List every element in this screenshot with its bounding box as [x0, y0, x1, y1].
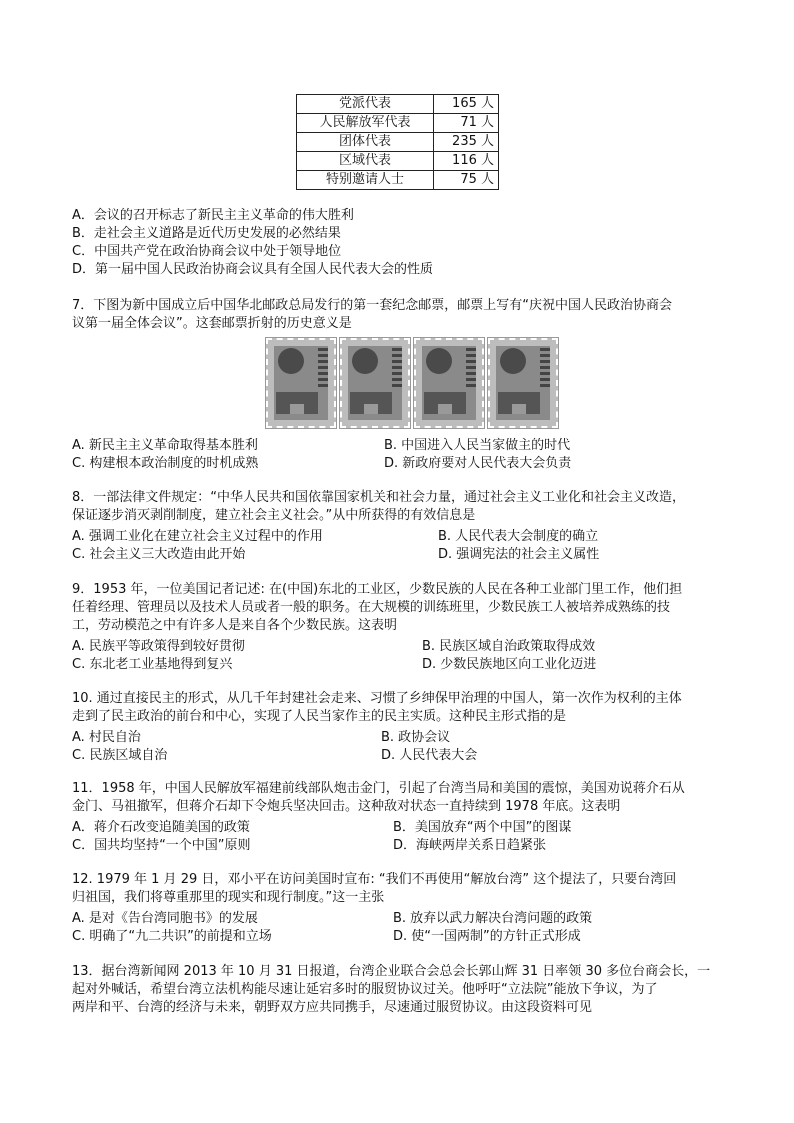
- table-cell-category: 特别邀请人士: [297, 171, 434, 190]
- table-cell-category: 团体代表: [297, 133, 434, 152]
- q11-option-a: A．蒋介石改变追随美国的政策: [72, 820, 250, 835]
- table-cell-category: 党派代表: [297, 95, 434, 114]
- stamp: [340, 338, 410, 428]
- q9-stem-line-2: 任着经理、管理员以及技术人员或者一般的职务。在大规模的训练班里，少数民族工人被培养成熟练的技: [72, 600, 671, 615]
- q8-stem-line-2: 保证逐步消灭剥削制度，建立社会主义社会。”从中所获得的有效信息是: [72, 508, 476, 523]
- q10-stem-line-2: 走到了民主政治的前台和中心，实现了人民当家作主的民主实质。这种民主形式指的是: [72, 709, 567, 724]
- table-cell-count: 165 人: [434, 95, 499, 114]
- q6-option-b: B．走社会主义道路是近代历史发展的必然结果: [72, 226, 341, 241]
- q9-option-d: D. 少数民族地区向工业化迈进: [422, 657, 597, 672]
- q7-stem-line-2: 议第一届全体会议”。这套邮票折射的历史意义是: [72, 316, 352, 331]
- table-row: [297, 152, 499, 171]
- table-cell-category: 人民解放军代表: [297, 114, 434, 133]
- q10-option-c: C. 民族区域自治: [72, 748, 168, 763]
- q12-stem-line-2: 归祖国，我们将尊重那里的现实和现行制度。”这一主张: [72, 890, 385, 905]
- stamp: [414, 338, 484, 428]
- q9-option-b: B. 民族区域自治政策取得成效: [422, 639, 596, 654]
- q12-option-b: B. 放弃以武力解决台湾问题的政策: [393, 911, 593, 926]
- q13-stem-line-1: 13．据台湾新闻网 2013 年 10 月 31 日报道，台湾企业联合会总会长郭山辉 31 日率领 30 多位台商会长，一: [72, 964, 711, 979]
- q8-option-c: C. 社会主义三大改造由此开始: [72, 547, 246, 562]
- q13-stem-line-3: 两岸和平、台湾的经济与未来，朝野双方应共同携手，尽速通过服贸协议。由这段资料可见: [72, 1000, 593, 1015]
- table-cell-count: 71 人: [434, 114, 499, 133]
- table-cell-count: 75 人: [434, 171, 499, 190]
- representatives-table: [296, 94, 499, 190]
- q6-option-c: C．中国共产党在政治协商会议中处于领导地位: [72, 244, 342, 259]
- q13-stem-line-2: 起对外喊话，希望台湾立法机构能尽速让延宕多时的服贸协议过关。他呼吁“立法院”能放下争议，为了: [72, 982, 658, 997]
- q6-option-d: D．第一届中国人民政治协商会议具有全国人民代表大会的性质: [72, 262, 434, 277]
- q11-stem-line-1: 11．1958 年，中国人民解放军福建前线部队炮击金门，引起了台湾当局和美国的震惊，美国劝说蒋介石从: [72, 781, 685, 796]
- q11-option-d: D．海峡两岸关系日趋紧张: [393, 838, 547, 853]
- table-cell-category: 区域代表: [297, 152, 434, 171]
- q9-option-c: C. 东北老工业基地得到复兴: [72, 657, 233, 672]
- q12-option-a: A. 是对《告台湾同胞书》的发展: [72, 911, 258, 926]
- commemorative-stamps-image: [266, 338, 558, 428]
- q7-option-a: A. 新民主主义革命取得基本胜利: [72, 438, 258, 453]
- q9-stem-line-3: 工，劳动模范之中有许多人是来自各个少数民族。这表明: [72, 618, 398, 633]
- q11-option-c: C．国共均坚持“一个中国”原则: [72, 838, 251, 853]
- q7-option-d: D. 新政府要对人民代表大会负责: [384, 456, 572, 471]
- q11-option-b: B．美国放弃“两个中国”的图谋: [393, 820, 572, 835]
- q12-option-d: D. 使“一国两制”的方针正式形成: [393, 929, 581, 944]
- q10-stem-line-1: 10. 通过直接民主的形式，从几千年封建社会走来、习惯了乡绅保甲治理的中国人，第一次作为权利的主体: [72, 691, 682, 706]
- table-row: [297, 95, 499, 114]
- q8-option-d: D. 强调宪法的社会主义属性: [438, 547, 600, 562]
- table-row: [297, 171, 499, 190]
- q12-option-c: C. 明确了“九二共识”的前提和立场: [72, 929, 272, 944]
- q12-stem-line-1: 12. 1979 年 1 月 29 日，邓小平在访问美国时宣布: “我们不再使用“解放台湾” 这个提法了，只要台湾回: [72, 872, 677, 887]
- stamp: [488, 338, 558, 428]
- q10-option-b: B. 政协会议: [381, 730, 451, 745]
- q8-option-b: B. 人民代表大会制度的确立: [438, 529, 599, 544]
- q8-option-a: A. 强调工业化在建立社会主义过程中的作用: [72, 529, 323, 544]
- table-row: [297, 133, 499, 152]
- q7-option-b: B. 中国进入人民当家做主的时代: [384, 438, 571, 453]
- q8-stem-line-1: 8．一部法律文件规定：“中华人民共和国依靠国家机关和社会力量，通过社会主义工业化和社会主义改造，: [72, 490, 686, 505]
- q9-option-a: A. 民族平等政策得到较好贯彻: [72, 639, 245, 654]
- q11-stem-line-2: 金门、马祖撤军，但蒋介石却下令炮兵坚决回击。这种敌对状态一直持续到 1978 年底。这表明: [72, 799, 621, 814]
- q7-stem-line-1: 7．下图为新中国成立后中国华北邮政总局发行的第一套纪念邮票，邮票上写有“庆祝中国人民政治协商会: [72, 298, 673, 313]
- q10-option-a: A. 村民自治: [72, 730, 141, 745]
- q9-stem-line-1: 9．1953 年，一位美国记者记述: 在(中国)东北的工业区，少数民族的人民在各种工业部门里工作，他们担: [72, 582, 683, 597]
- q10-option-d: D. 人民代表大会: [381, 748, 478, 763]
- q7-option-c: C. 构建根本政治制度的时机成熟: [72, 456, 259, 471]
- q6-option-a: A．会议的召开标志了新民主主义革命的伟大胜利: [72, 208, 354, 223]
- stamp: [266, 338, 336, 428]
- table-cell-count: 116 人: [434, 152, 499, 171]
- table-row: [297, 114, 499, 133]
- table-cell-count: 235 人: [434, 133, 499, 152]
